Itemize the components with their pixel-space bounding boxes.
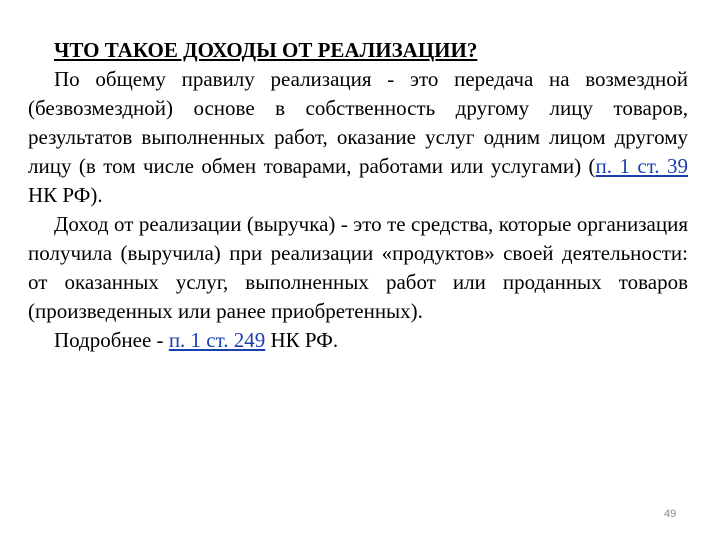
link-tax-code-art-249[interactable]: п. 1 ст. 249 <box>168 328 266 352</box>
slide-heading: ЧТО ТАКОЕ ДОХОДЫ ОТ РЕАЛИЗАЦИИ? <box>54 38 478 62</box>
slide-content <box>28 36 688 355</box>
paragraph-more-info <box>28 326 688 355</box>
paragraph-revenue-definition: Доход от реализации (выручка) - это те средства, которые организация получила (выручила) при реализации «продуктов» своей деятельности: от оказанных услуг, выполненных работ или проданных товаров (произведенных или ранее приобретенных). <box>28 212 688 323</box>
paragraph-more-info-text: Подробнее - <box>54 328 169 352</box>
paragraph-sales-definition-tail: НК РФ). <box>28 183 103 207</box>
paragraph-more-info-tail: НК РФ. <box>265 328 339 352</box>
paragraph-sales-definition <box>28 65 688 210</box>
link-tax-code-art-39[interactable]: п. 1 ст. 39 <box>595 154 688 178</box>
paragraph-sales-definition-text: По общему правилу реализация - это передача на возмездной (безвозмездной) основе в собственность другому лицу товаров, результатов выполненных работ, оказание услуг одним лицом другому лицу (в том числе обмен товарами, работами или услугами) ( <box>28 67 688 178</box>
page-number: 49 <box>664 508 677 520</box>
